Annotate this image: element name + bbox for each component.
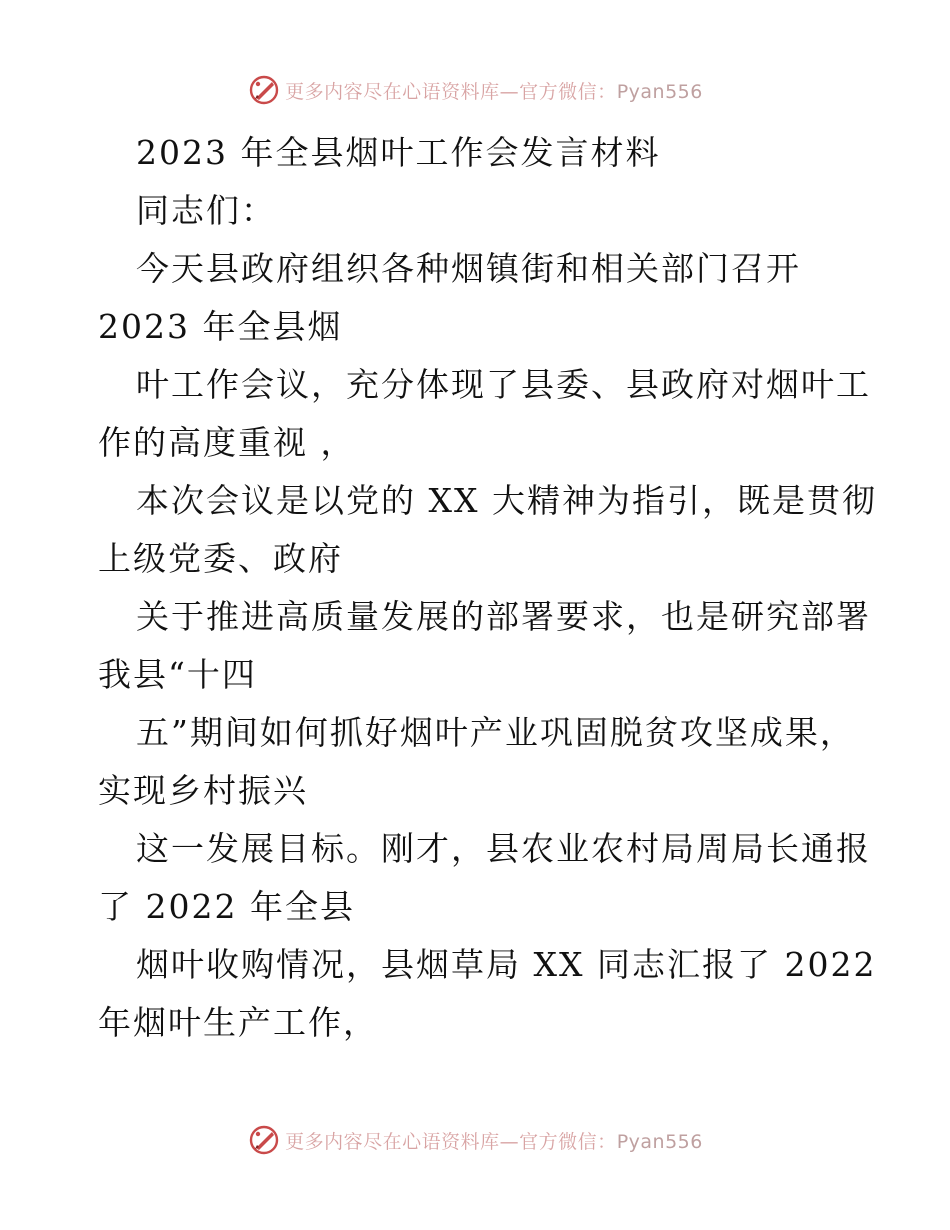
watermark-group — [247, 73, 703, 107]
paragraph-line: 本次会议是以党的 XX 大精神为指引，既是贯彻 — [136, 481, 877, 520]
watermark-text — [285, 1127, 703, 1154]
watermark-separator: — — [499, 80, 520, 103]
watermark-text — [285, 77, 703, 104]
paragraph-line: 作的高度重视 ， — [98, 423, 356, 462]
quill-pen-circle-icon — [247, 73, 281, 107]
salutation: 同志们： — [136, 191, 276, 230]
paragraph-line: 我县“十四 — [98, 655, 257, 694]
paragraph-line: 实现乡村振兴 — [98, 771, 308, 810]
paragraph-line: 上级党委、政府 — [98, 539, 343, 578]
paragraph-line: 叶工作会议，充分体现了县委、县政府对烟叶工 — [136, 365, 871, 404]
watermark-site-text: 更多内容尽在心语资料库 — [285, 80, 500, 103]
watermark-wechat-label: 官方微信： — [519, 1130, 617, 1153]
paragraph-line: 烟叶收购情况，县烟草局 XX 同志汇报了 2022 — [136, 945, 877, 984]
watermark-wechat-label: 官方微信： — [519, 80, 617, 103]
paragraph-line: 今天县政府组织各种烟镇街和相关部门召开 — [136, 249, 801, 288]
paragraph-line: 五”期间如何抓好烟叶产业巩固脱贫攻坚成果， — [136, 713, 855, 752]
document-title: 2023 年全县烟叶工作会发言材料 — [136, 133, 661, 172]
watermark-wechat-id: Pyan556 — [616, 1130, 703, 1153]
watermark-site-text: 更多内容尽在心语资料库 — [285, 1130, 500, 1153]
header-watermark — [0, 70, 950, 110]
paragraph-line: 了 2022 年全县 — [98, 887, 355, 926]
paragraph-line: 年烟叶生产工作， — [98, 1003, 378, 1042]
footer-watermark — [0, 1120, 950, 1160]
quill-pen-circle-icon — [247, 1123, 281, 1157]
document-body — [98, 124, 877, 1052]
paragraph-line: 2023 年全县烟 — [98, 307, 343, 346]
paragraph-line: 关于推进高质量发展的部署要求，也是研究部署 — [136, 597, 871, 636]
watermark-separator: — — [499, 1130, 520, 1153]
watermark-group — [247, 1123, 703, 1157]
watermark-wechat-id: Pyan556 — [616, 80, 703, 103]
paragraph-line: 这一发展目标。刚才，县农业农村局周局长通报 — [136, 829, 871, 868]
